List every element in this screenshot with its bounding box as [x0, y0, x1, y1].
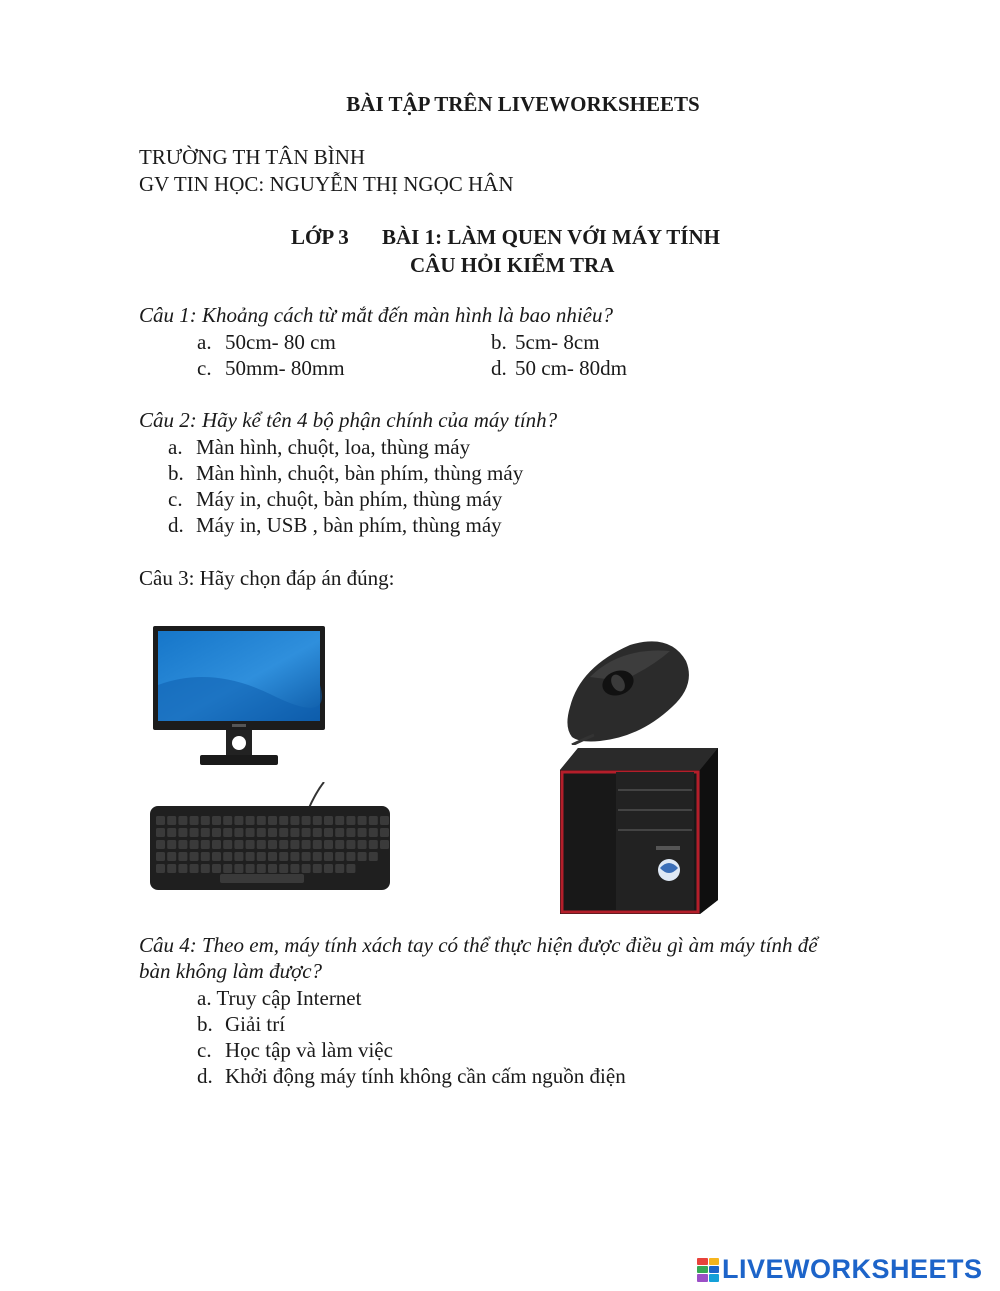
q2-option-d[interactable] — [168, 513, 502, 538]
keyboard-key — [234, 828, 243, 837]
keyboard-key — [268, 828, 277, 837]
keyboard-key — [178, 816, 187, 825]
keyboard-key — [279, 816, 288, 825]
keyboard-key — [335, 816, 344, 825]
question-4-line-1: Câu 4: Theo em, máy tính xách tay có thể thực hiện được điều gì àm máy tính để — [139, 933, 818, 957]
keyboard-key — [346, 852, 355, 861]
keyboard-key — [223, 816, 232, 825]
option-text: Học tập và làm việc — [225, 1038, 393, 1062]
keyboard-key — [212, 828, 221, 837]
question-4-line-2: bàn không làm được? — [139, 959, 323, 983]
keyboard-key — [313, 864, 322, 873]
keyboard-key — [190, 828, 199, 837]
keyboard-key — [302, 816, 311, 825]
keyboard-key — [223, 852, 232, 861]
option-letter: c. — [197, 1038, 212, 1062]
option-letter: d. — [197, 1064, 213, 1088]
keyboard-image[interactable] — [148, 782, 392, 894]
keyboard-key — [358, 840, 367, 849]
option-letter: d. — [491, 356, 507, 380]
keyboard-key — [178, 864, 187, 873]
keyboard-key — [190, 816, 199, 825]
keyboard-key — [246, 852, 255, 861]
keyboard-key — [290, 852, 299, 861]
keyboard-key — [201, 840, 210, 849]
keyboard-key — [290, 816, 299, 825]
option-text: Máy in, chuột, bàn phím, thùng máy — [196, 487, 503, 511]
keyboard-key — [324, 852, 333, 861]
keyboard-key — [156, 840, 165, 849]
option-letter: d. — [168, 513, 184, 537]
section-subtitle: CÂU HỎI KIỂM TRA — [410, 253, 615, 277]
q1-option-c[interactable] — [197, 356, 345, 381]
keyboard-key — [156, 864, 165, 873]
monitor-image[interactable] — [152, 625, 326, 767]
keyboard-key — [178, 852, 187, 861]
keyboard-key — [358, 828, 367, 837]
keyboard-key — [324, 828, 333, 837]
option-text: 50cm- 80 cm — [225, 330, 336, 354]
keyboard-key — [313, 840, 322, 849]
q1-option-b[interactable] — [491, 330, 600, 355]
keyboard-key — [324, 816, 333, 825]
keyboard-key — [358, 816, 367, 825]
keyboard-key — [156, 828, 165, 837]
question-1: Câu 1: Khoảng cách từ mắt đến màn hình là bao nhiêu? — [139, 303, 613, 327]
keyboard-key — [246, 864, 255, 873]
keyboard-key — [268, 852, 277, 861]
option-text: Giải trí — [225, 1012, 286, 1036]
keyboard-key — [201, 852, 210, 861]
keyboard-key — [279, 840, 288, 849]
keyboard-key — [290, 840, 299, 849]
keyboard-key — [178, 840, 187, 849]
keyboard-key — [335, 864, 344, 873]
q2-option-b[interactable] — [168, 461, 523, 486]
keyboard-key — [167, 828, 176, 837]
keyboard-key — [212, 864, 221, 873]
option-text: Máy in, USB , bàn phím, thùng máy — [196, 513, 502, 537]
lesson-title: BÀI 1: LÀM QUEN VỚI MÁY TÍNH — [382, 225, 720, 249]
logo-blocks-icon — [697, 1258, 719, 1282]
page-title: BÀI TẬP TRÊN LIVEWORKSHEETS — [346, 92, 700, 116]
keyboard-key — [380, 816, 389, 825]
keyboard-key — [346, 828, 355, 837]
q1-option-d[interactable] — [491, 356, 627, 381]
keyboard-key — [313, 816, 322, 825]
keyboard-key — [268, 840, 277, 849]
keyboard-key — [324, 864, 333, 873]
keyboard-key — [358, 852, 367, 861]
keyboard-key — [190, 840, 199, 849]
liveworksheets-logo[interactable] — [697, 1254, 983, 1285]
keyboard-key — [369, 816, 378, 825]
keyboard-key — [156, 852, 165, 861]
keyboard-key — [335, 840, 344, 849]
keyboard-key — [335, 852, 344, 861]
keyboard-key — [279, 828, 288, 837]
keyboard-key — [212, 816, 221, 825]
keyboard-key — [369, 852, 378, 861]
keyboard-key — [212, 852, 221, 861]
keyboard-key — [346, 864, 355, 873]
keyboard-key — [313, 828, 322, 837]
q4-option-a[interactable]: a. Truy cập Internet — [197, 986, 362, 1010]
keyboard-key — [279, 864, 288, 873]
keyboard-key — [201, 816, 210, 825]
keyboard-key — [223, 840, 232, 849]
keyboard-key — [268, 816, 277, 825]
keyboard-key — [302, 828, 311, 837]
keyboard-key — [190, 864, 199, 873]
keyboard-key — [290, 828, 299, 837]
keyboard-key — [257, 816, 266, 825]
keyboard-key — [369, 840, 378, 849]
keyboard-key — [167, 864, 176, 873]
option-letter: b. — [491, 330, 507, 354]
keyboard-key — [335, 828, 344, 837]
option-text: 5cm- 8cm — [515, 330, 600, 354]
option-letter: a. — [197, 330, 212, 354]
grade-label: LỚP 3 — [291, 225, 349, 249]
q2-option-a[interactable] — [168, 435, 470, 460]
keyboard-key — [257, 864, 266, 873]
pc-case-image[interactable] — [556, 746, 720, 916]
keyboard-key — [246, 840, 255, 849]
keyboard-key — [380, 840, 389, 849]
keyboard-key — [234, 864, 243, 873]
q4-option-b[interactable] — [197, 1012, 285, 1037]
keyboard-key — [302, 864, 311, 873]
keyboard-key — [156, 816, 165, 825]
q4-option-c[interactable] — [197, 1038, 393, 1063]
keyboard-key — [234, 852, 243, 861]
question-3: Câu 3: Hãy chọn đáp án đúng: — [139, 566, 395, 590]
option-text: 50 cm- 80dm — [515, 356, 627, 380]
option-text: Khởi động máy tính không cần cấm nguồn điện — [225, 1064, 626, 1088]
option-text: Màn hình, chuột, loa, thùng máy — [196, 435, 471, 459]
keyboard-key — [302, 852, 311, 861]
keyboard-key — [234, 840, 243, 849]
option-letter: c. — [168, 487, 183, 511]
keyboard-key — [167, 840, 176, 849]
keyboard-key — [178, 828, 187, 837]
keyboard-key — [369, 828, 378, 837]
keyboard-key — [223, 828, 232, 837]
q2-option-c[interactable] — [168, 487, 502, 512]
teacher-name: GV TIN HỌC: NGUYỄN THỊ NGỌC HÂN — [139, 172, 514, 196]
keyboard-key — [257, 840, 266, 849]
keyboard-key — [257, 852, 266, 861]
keyboard-key — [313, 852, 322, 861]
option-letter: b. — [197, 1012, 213, 1036]
option-text: Màn hình, chuột, bàn phím, thùng máy — [196, 461, 524, 485]
keyboard-key — [346, 816, 355, 825]
keyboard-key — [234, 816, 243, 825]
keyboard-key — [302, 840, 311, 849]
keyboard-key — [346, 840, 355, 849]
keyboard-key — [290, 864, 299, 873]
option-text: 50mm- 80mm — [225, 356, 345, 380]
keyboard-key — [246, 828, 255, 837]
question-2: Câu 2: Hãy kể tên 4 bộ phận chính của máy tính? — [139, 408, 558, 432]
mouse-image[interactable] — [560, 637, 696, 745]
keyboard-key — [279, 852, 288, 861]
keyboard-key — [257, 828, 266, 837]
q1-option-a[interactable] — [197, 330, 336, 355]
keyboard-key — [212, 840, 221, 849]
keyboard-key — [167, 852, 176, 861]
option-letter: a. — [168, 435, 183, 459]
q4-option-d[interactable] — [197, 1064, 626, 1089]
keyboard-key — [167, 816, 176, 825]
keyboard-key — [268, 864, 277, 873]
keyboard-key — [201, 828, 210, 837]
option-letter: b. — [168, 461, 184, 485]
option-letter: c. — [197, 356, 212, 380]
keyboard-key — [246, 816, 255, 825]
school-name: TRƯỜNG TH TÂN BÌNH — [139, 145, 366, 169]
keyboard-key — [190, 852, 199, 861]
keyboard-key — [380, 828, 389, 837]
brand-name: LIVEWORKSHEETS — [722, 1254, 983, 1284]
keyboard-key — [324, 840, 333, 849]
keyboard-key — [223, 864, 232, 873]
keyboard-key — [201, 864, 210, 873]
